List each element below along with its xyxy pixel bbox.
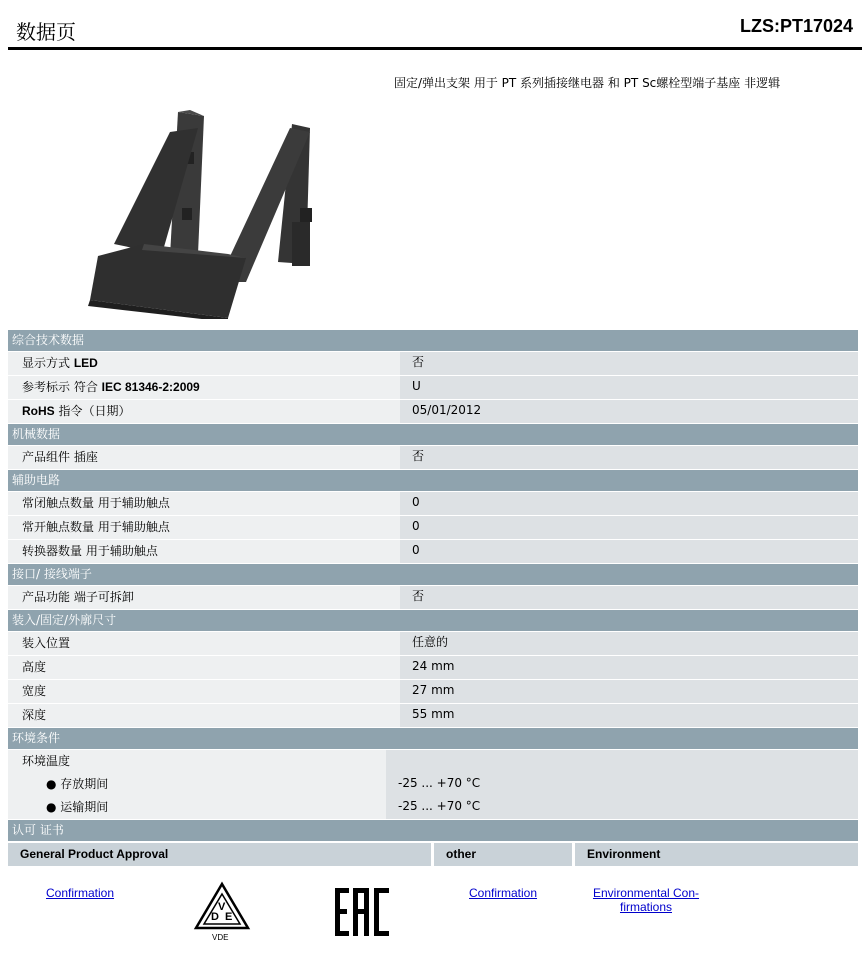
section-general-header: 综合技术数据: [8, 329, 858, 351]
environmental-confirmations-link[interactable]: [590, 886, 702, 914]
spec-row: [8, 399, 858, 423]
product-code: LZS:PT17024: [739, 16, 853, 36]
svg-text:D: D: [211, 911, 219, 923]
spec-key: 产品功能 端子可拆卸: [8, 586, 400, 609]
certificate-columns: [8, 843, 858, 866]
environment-block: [8, 749, 858, 819]
section-mounting-header: 装入/固定/外廓尺寸: [8, 609, 858, 631]
spec-row: [8, 491, 858, 515]
spec-value: 否: [400, 352, 858, 375]
spec-value: 05/01/2012: [400, 400, 858, 423]
spec-key: 深度: [8, 704, 400, 727]
env-link-line2[interactable]: firmations: [619, 900, 672, 914]
page-header: [0, 0, 865, 50]
spec-key: 宽度: [8, 680, 400, 703]
svg-text:E: E: [225, 911, 233, 923]
spec-key: RoHS 指令（日期）: [8, 400, 400, 423]
general-approval-confirmation-link[interactable]: Confirmation: [46, 886, 115, 900]
spec-value: 0: [400, 540, 858, 563]
column-general-approval: General Product Approval: [8, 843, 434, 866]
section-interface-header: 接口/ 接线端子: [8, 563, 858, 585]
spec-key: 装入位置: [8, 632, 400, 655]
spec-value: 否: [400, 586, 858, 609]
spec-value: 任意的: [400, 632, 858, 655]
certificate-body: [8, 866, 858, 956]
empty-value: [386, 750, 858, 773]
spec-row: [8, 703, 858, 727]
spec-value: 27 mm: [400, 680, 858, 703]
section-aux-circuit-header: 辅助电路: [8, 469, 858, 491]
eac-mark-icon: [333, 884, 393, 940]
spec-key: 显示方式 LED: [8, 352, 400, 375]
header-divider: [8, 47, 862, 50]
spec-table: [8, 329, 858, 956]
spec-value: 0: [400, 516, 858, 539]
storage-label: ● 存放期间: [46, 777, 109, 791]
env-link-line1[interactable]: Environmental Con-: [592, 886, 700, 900]
spec-row: [8, 351, 858, 375]
other-confirmation-link[interactable]: Confirmation: [469, 886, 538, 900]
transport-label: ● 运输期间: [46, 800, 109, 814]
spec-value: U: [400, 376, 858, 399]
section-certificates-header: 认可 证书: [8, 819, 858, 841]
page-title: 数据页: [16, 20, 76, 44]
spec-row: [8, 631, 858, 655]
spec-value: 55 mm: [400, 704, 858, 727]
spec-row: [8, 375, 858, 399]
column-other: other: [434, 843, 575, 866]
spec-row: [8, 539, 858, 563]
transport-value: -25 ... +70 °C: [398, 799, 481, 813]
spec-key: 常开触点数量 用于辅助触点: [8, 516, 400, 539]
spec-key: 常闭触点数量 用于辅助触点: [8, 492, 400, 515]
spec-row: [8, 585, 858, 609]
svg-text:V: V: [218, 901, 226, 913]
spec-row: [8, 515, 858, 539]
vde-logo-icon: [190, 880, 254, 944]
spec-key: 参考标示 符合 IEC 81346-2:2009: [8, 376, 400, 399]
environment-values: [386, 750, 858, 819]
spec-key: 高度: [8, 656, 400, 679]
environment-keys: [8, 750, 386, 819]
section-mechanical-header: 机械数据: [8, 423, 858, 445]
spec-key: 转换器数量 用于辅助触点: [8, 540, 400, 563]
spec-key: 产品组件 插座: [8, 446, 400, 469]
spec-row: [8, 655, 858, 679]
spec-value: 0: [400, 492, 858, 515]
spec-value: 否: [400, 446, 858, 469]
spec-value: 24 mm: [400, 656, 858, 679]
column-environment: Environment: [575, 843, 858, 866]
ambient-temperature-label: 环境温度: [22, 754, 71, 768]
spec-row: [8, 679, 858, 703]
product-description: 固定/弹出支架 用于 PT 系列插接继电器 和 PT Sc螺栓型端子基座 非逻辑: [394, 76, 781, 90]
storage-value: -25 ... +70 °C: [398, 776, 481, 790]
section-environment-header: 环境条件: [8, 727, 858, 749]
vde-caption: VDE: [212, 933, 229, 942]
spec-row: [8, 445, 858, 469]
product-image: [78, 104, 328, 319]
